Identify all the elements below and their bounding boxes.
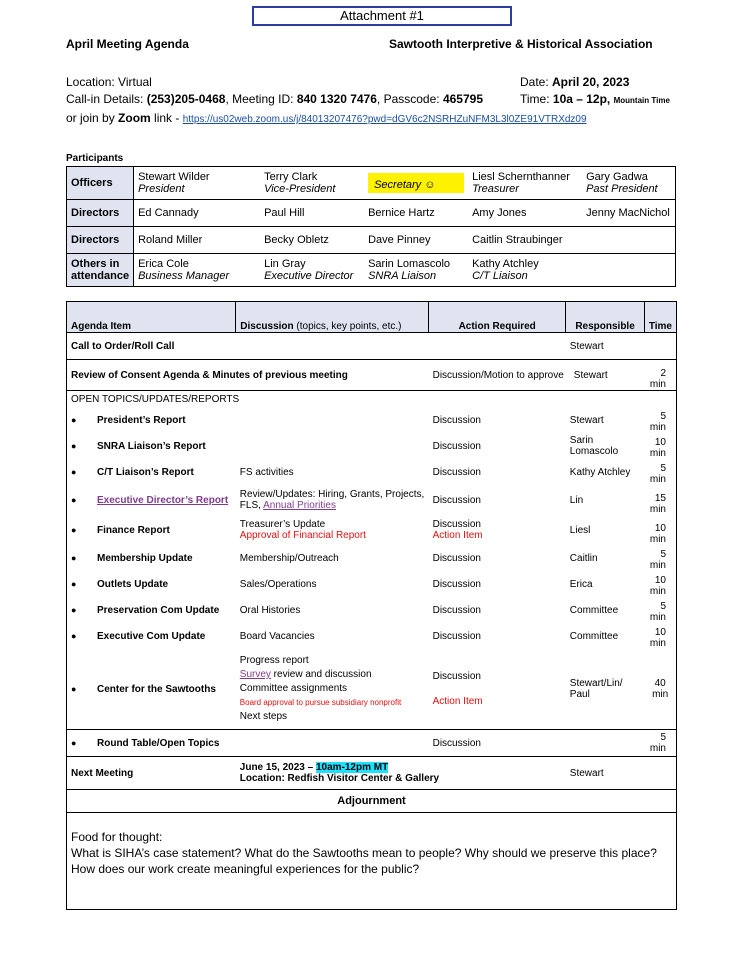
responsible: Committee <box>569 604 619 616</box>
participants-row-directors <box>67 200 676 227</box>
next-meeting-time: 10am-12pm MT <box>315 762 389 773</box>
bullet: ● <box>71 683 77 694</box>
zoom-line <box>66 111 587 125</box>
participant-name: Paul Hill <box>260 200 364 227</box>
time: 5 min <box>644 407 676 433</box>
annual-priorities-link[interactable]: Annual Priorities <box>263 500 336 511</box>
secretary-vacant: Secretary ☺ <box>368 173 464 193</box>
action-required <box>429 515 566 545</box>
discussion <box>236 485 429 515</box>
survey-link[interactable]: Survey <box>239 669 271 680</box>
discussion-line: Committee assignments <box>239 683 348 694</box>
responsible: Lin <box>569 494 584 506</box>
agenda-row-adjournment <box>67 790 677 813</box>
zoom-link[interactable]: https://us02web.zoom.us/j/84013207476?pwd=dGV6c2NSRHZuNFM3L3l0ZE91VTRXdz09 <box>182 114 587 125</box>
discussion-line: FLS, <box>239 500 264 511</box>
agenda-item: Call to Order/Roll Call <box>67 333 566 360</box>
participants-table <box>66 166 676 287</box>
header-agenda-item: Agenda Item <box>67 302 236 333</box>
participant-cell <box>582 254 675 287</box>
discussion-line: Treasurer’s Update <box>239 519 326 530</box>
header-discussion-note: (topics, key points, etc.) <box>293 321 402 332</box>
discussion-line: Review/Updates: Hiring, Grants, Projects, <box>239 489 425 500</box>
meeting-time: 10a – 12p, <box>552 92 614 106</box>
participant-name: Bernice Hartz <box>364 200 468 227</box>
agenda-item: Review of Consent Agenda & Minutes of previous meeting <box>67 360 429 391</box>
time: 15 min <box>644 485 676 515</box>
agenda-item <box>67 571 236 597</box>
bullet: ● <box>71 466 77 477</box>
date-label: Date: <box>520 75 553 89</box>
zoom-suffix: link - <box>150 111 183 125</box>
action-line: Discussion <box>432 671 481 682</box>
discussion-line-action: Board approval to pursue subsidiary nonprofit <box>239 698 402 707</box>
participant-role: Treasurer <box>472 183 519 195</box>
action-item-label: Action Item <box>432 530 483 541</box>
header-discussion-label: Discussion <box>240 321 294 332</box>
row-label: Others in attendance <box>67 254 134 287</box>
action-required: Discussion <box>432 630 481 642</box>
agenda-row <box>67 623 677 649</box>
participant-cell <box>134 254 261 287</box>
item-label: Finance Report <box>97 524 170 536</box>
action-required: Discussion <box>432 414 481 426</box>
participant-cell <box>364 167 468 200</box>
location-line: Location: Virtual <box>66 75 152 89</box>
agenda-item <box>67 597 236 623</box>
responsible: Stewart <box>566 757 645 790</box>
participant-cell <box>260 254 364 287</box>
row-label: Directors <box>67 227 134 254</box>
participant-role: President <box>138 183 185 195</box>
action-required: Discussion <box>432 466 481 478</box>
participant-role: Past President <box>586 183 658 195</box>
agenda-row <box>67 459 677 485</box>
participant-name: Gary Gadwa <box>586 171 648 183</box>
action-required: Discussion <box>432 440 481 452</box>
next-meeting-details <box>236 757 566 790</box>
participant-cell <box>582 167 675 200</box>
header-action: Action Required <box>429 302 566 333</box>
agenda-item <box>67 433 236 459</box>
meeting-date: April 20, 2023 <box>552 75 630 89</box>
action-item-label: Action Item <box>432 696 483 707</box>
discussion: Sales/Operations <box>239 578 317 590</box>
discussion: Board Vacancies <box>239 630 315 642</box>
next-meeting-date: June 15, 2023 – <box>239 762 316 773</box>
agenda-item <box>67 545 236 571</box>
bullet: ● <box>71 440 77 451</box>
time-label: Time: <box>520 92 553 106</box>
participant-cell <box>468 167 582 200</box>
participant-cell <box>468 254 582 287</box>
bullet: ● <box>71 552 77 563</box>
organization-name: Sawtooth Interpretive & Historical Association <box>389 37 653 51</box>
participant-role: Business Manager <box>138 270 230 282</box>
agenda-row-roundtable <box>67 730 677 757</box>
responsible: Stewart <box>569 414 604 426</box>
agenda-row-center <box>67 649 677 730</box>
participants-heading: Participants <box>66 153 124 164</box>
open-topics-heading: OPEN TOPICS/UPDATES/REPORTS <box>67 391 677 408</box>
responsible: Kathy Atchley <box>569 466 631 478</box>
attachment-label: Attachment #1 <box>252 6 512 26</box>
discussion-line: Next steps <box>239 711 288 722</box>
date-line <box>520 75 629 89</box>
meeting-id-label: , Meeting ID: <box>225 92 297 106</box>
time: 10 min <box>644 515 676 545</box>
adjournment: Adjournment <box>67 790 677 813</box>
discussion <box>236 407 429 433</box>
food-for-thought-row <box>67 813 677 910</box>
time-zone: Mountain Time <box>613 96 670 105</box>
action-required: Discussion/Motion to approve <box>429 360 566 391</box>
participant-role: C/T Liaison <box>472 270 528 282</box>
participant-cell <box>364 254 468 287</box>
time: 40 min <box>644 649 676 730</box>
item-label: SNRA Liaison’s Report <box>97 440 206 452</box>
agenda-item <box>67 459 236 485</box>
passcode-label: , Passcode: <box>376 92 443 106</box>
responsible: Stewart <box>566 360 645 391</box>
bullet: ● <box>71 578 77 589</box>
participant-name: Erica Cole <box>138 258 189 270</box>
participants-row-officers <box>67 167 676 200</box>
action-required <box>429 649 566 730</box>
time: 10 min <box>644 623 676 649</box>
time: 5 min <box>644 597 676 623</box>
callin-label: Call-in Details: <box>66 92 147 106</box>
participant-cell <box>260 167 364 200</box>
discussion: Oral Histories <box>239 604 301 616</box>
item-label: C/T Liaison’s Report <box>97 466 194 478</box>
participant-name: Terry Clark <box>264 171 318 183</box>
next-meeting-label: Next Meeting <box>67 757 236 790</box>
agenda-table <box>66 301 677 910</box>
food-title: Food for thought: <box>71 830 163 844</box>
time: 10 min <box>644 433 676 459</box>
agenda-item <box>67 649 236 730</box>
participant-name: Amy Jones <box>468 200 582 227</box>
item-label: Outlets Update <box>97 578 169 590</box>
agenda-row <box>67 545 677 571</box>
discussion <box>236 649 429 730</box>
agenda-row-consent <box>67 360 677 391</box>
agenda-item <box>67 485 236 515</box>
agenda-item <box>67 407 236 433</box>
participants-row-directors-2 <box>67 227 676 254</box>
page-title: April Meeting Agenda <box>66 37 189 51</box>
responsible: Stewart/Lin/ Paul <box>566 649 645 730</box>
agenda-row <box>67 433 677 459</box>
item-label: Center for the Sawtooths <box>97 683 216 695</box>
food-text: What is SIHA’s case statement? What do the Sawtooths mean to people? Why should we preserve this place? How does our work create meaningful experiences for the public? <box>71 846 657 876</box>
participant-role: Executive Director <box>264 270 354 282</box>
participant-role: Vice-President <box>264 183 336 195</box>
phone-number: (253)205-0468 <box>146 92 226 106</box>
bullet: ● <box>71 494 77 505</box>
responsible: Sarin Lomascolo <box>569 435 619 457</box>
participant-name: Lin Gray <box>264 258 306 270</box>
agenda-header-row <box>67 302 677 333</box>
meeting-id: 840 1320 7476 <box>296 92 377 106</box>
discussion <box>236 730 429 757</box>
row-label: Officers <box>67 167 134 200</box>
agenda-row <box>67 485 677 515</box>
responsible: Erica <box>569 578 593 590</box>
participants-row-others <box>67 254 676 287</box>
header-time: Time <box>644 302 676 333</box>
participant-name: Caitlin Straubinger <box>468 227 582 254</box>
time <box>644 757 676 790</box>
bullet: ● <box>71 604 77 615</box>
item-label: President’s Report <box>97 414 186 426</box>
participant-name: Liesl Schernthanner <box>472 171 570 183</box>
agenda-item <box>67 623 236 649</box>
zoom-prefix: or join by <box>66 111 119 125</box>
discussion: Membership/Outreach <box>239 552 339 564</box>
discussion-line-action: Approval of Financial Report <box>239 530 366 541</box>
time: 5 min <box>644 459 676 485</box>
bullet: ● <box>71 414 77 425</box>
action-required: Discussion <box>429 730 566 757</box>
callin-line <box>66 92 483 106</box>
participant-name: Kathy Atchley <box>472 258 539 270</box>
participant-name: Roland Miller <box>134 227 261 254</box>
action-required: Discussion <box>432 494 481 506</box>
participant-role: SNRA Liaison <box>368 270 437 282</box>
discussion: FS activities <box>239 466 294 478</box>
agenda-row-open-topics <box>67 391 677 408</box>
item-label: Executive Com Update <box>97 630 206 642</box>
responsible <box>566 730 645 757</box>
time-line <box>520 92 670 106</box>
item-label: Round Table/Open Topics <box>97 737 220 749</box>
discussion-line: review and discussion <box>270 669 372 680</box>
bullet: ● <box>71 630 77 641</box>
participant-name: Ed Cannady <box>134 200 261 227</box>
item-label: Preservation Com Update <box>97 604 220 616</box>
agenda-row-next-meeting <box>67 757 677 790</box>
agenda-item <box>67 515 236 545</box>
discussion <box>236 515 429 545</box>
item-label: Membership Update <box>97 552 193 564</box>
agenda-row-call-to-order <box>67 333 677 360</box>
discussion-line: Progress report <box>239 655 309 666</box>
participant-cell <box>134 167 261 200</box>
zoom-word: Zoom <box>118 111 151 125</box>
time <box>644 333 676 360</box>
agenda-item <box>67 730 236 757</box>
bullet: ● <box>71 524 77 535</box>
agenda-row <box>67 597 677 623</box>
bullet: ● <box>71 737 77 748</box>
row-label: Directors <box>67 200 134 227</box>
responsible: Committee <box>569 630 619 642</box>
next-meeting-location: Location: Redfish Visitor Center & Gallery <box>239 773 440 784</box>
executive-director-report-link[interactable]: Executive Director’s Report <box>97 494 229 506</box>
participant-name: Jenny MacNichol <box>582 200 675 227</box>
responsible: Liesl <box>569 524 591 536</box>
time: 10 min <box>644 571 676 597</box>
food-for-thought <box>67 813 677 910</box>
action-required: Discussion <box>432 604 481 616</box>
agenda-row <box>67 515 677 545</box>
header-discussion <box>236 302 429 333</box>
participant-name: Stewart Wilder <box>138 171 210 183</box>
participant-name: Dave Pinney <box>364 227 468 254</box>
participant-name <box>582 227 675 254</box>
participant-name: Sarin Lomascolo <box>368 258 451 270</box>
time: 5 min <box>644 730 676 757</box>
time: 2 min <box>644 360 676 391</box>
discussion <box>236 433 429 459</box>
agenda-row <box>67 407 677 433</box>
action-required: Discussion <box>432 578 481 590</box>
time: 5 min <box>644 545 676 571</box>
responsible: Caitlin <box>569 552 598 564</box>
participant-name: Becky Obletz <box>260 227 364 254</box>
action-required: Discussion <box>432 552 481 564</box>
agenda-row <box>67 571 677 597</box>
passcode: 465795 <box>442 92 483 106</box>
header-responsible: Responsible <box>566 302 645 333</box>
responsible: Stewart <box>566 333 645 360</box>
action-line: Discussion <box>432 519 481 530</box>
